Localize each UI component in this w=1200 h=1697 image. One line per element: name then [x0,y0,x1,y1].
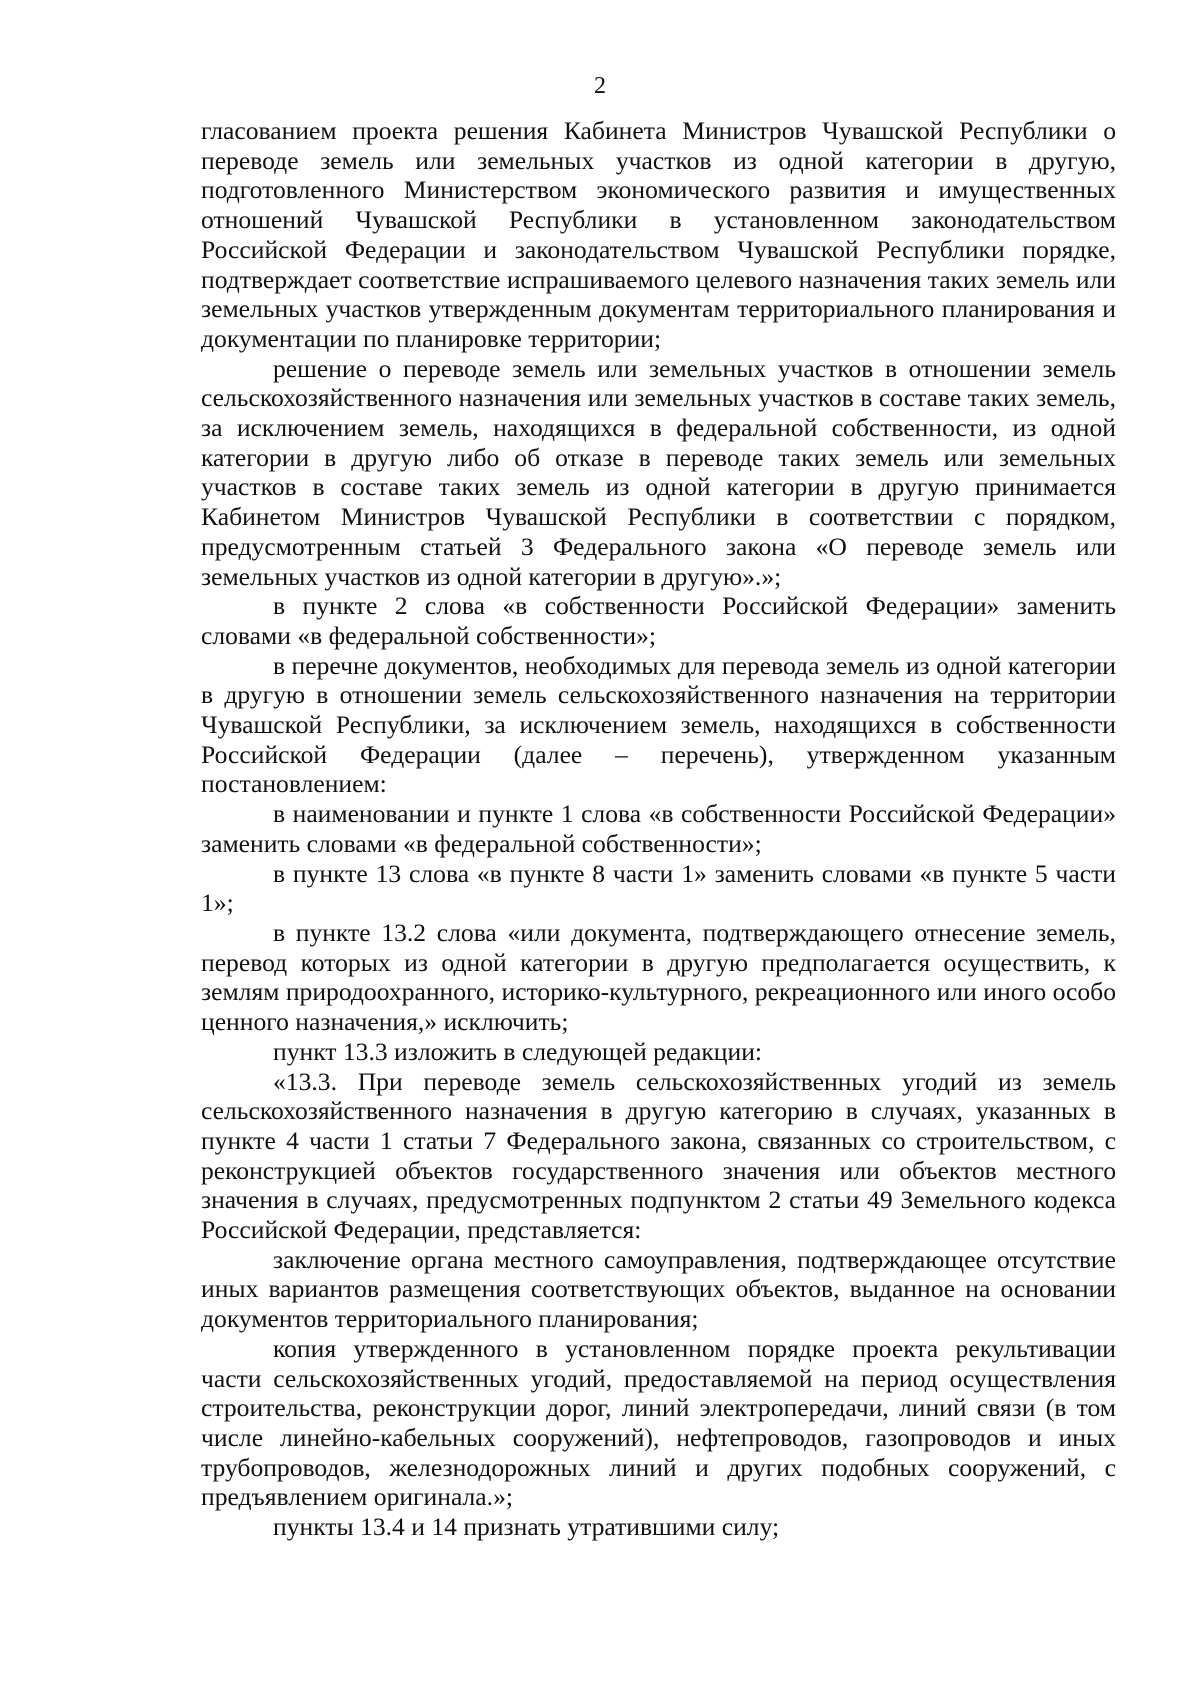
paragraph: в пункте 13 слова «в пункте 8 части 1» заменить словами «в пункте 5 части 1»; [201,858,1116,918]
paragraph: в перечне документов, необходимых для перевода земель из одной категории в другую в отношении земель сельскохозяйственного назначения на территории Чувашской Республики, за исключением земель, находящихся в собственности Российской Федерации (далее – перечень), утвержденном указанным постановлением: [201,650,1116,799]
paragraph: в наименовании и пункте 1 слова «в собственности Российской Федерации» заменить словами «в федеральной собственности»; [201,799,1116,858]
page-number: 2 [594,73,606,99]
paragraph: пункт 13.3 изложить в следующей редакции: [273,1036,763,1066]
paragraph: «13.3. При переводе земель сельскохозяйственных угодий из земель сельскохозяйственного назначения в другую категорию в случаях, указанных в пункте 4 части 1 статьи 7 Федерального закона, связанных со строительством, с реконструкцией объектов государственного значения или объектов местного значения в случаях, предусмотренных подпунктом 2 статьи 49 Земельного кодекса Российской Федерации, представляется: [201,1066,1116,1245]
paragraph-continuation: гласованием проекта решения Кабинета Министров Чувашской Республики о переводе земель или земельных участков из одной категории в другую, подготовленного Министерством экономического развития и имущественных отношений Чувашской Республики в установленном законодательством Российской Федерации и законодательством Чувашской Республики порядке, подтверждает соответствие испрашиваемого целевого назначения таких земель или земельных участков утвержденным документам территориального планирования и документации по планировке территории; [201,116,1116,353]
paragraph: пункты 13.4 и 14 признать утратившими силу; [273,1512,780,1542]
paragraph: в пункте 2 слова «в собственности Российской Федерации» заменить словами «в федеральной собственности»; [201,591,1116,650]
paragraph: заключение органа местного самоуправления, подтверждающее отсутствие иных вариантов размещения соответствующих объектов, выданное на основании документов территориального планирования; [201,1244,1116,1334]
paragraph: решение о переводе земель или земельных участков в отношении земель сельскохозяйственного назначения или земельных участков в составе таких земель, за исключением земель, находящихся в федеральной собственности, из одной категории в другую либо об отказе в переводе таких земель или земельных участков в составе таких земель из одной категории в другую принимается Кабинетом Министров Чувашской Республики в соответствии с порядком, предусмотренным статьей 3 Федерального закона «О переводе земель или земельных участков из одной категории в другую».»; [201,353,1116,591]
paragraph: копия утвержденного в установленном порядке проекта рекультивации части сельскохозяйственных угодий, предоставляемой на период осуществления строительства, реконструкции дорог, линий электропередачи, линий связи (в том числе линейно-кабельных сооружений), нефтепроводов, газопроводов и иных трубопроводов, железнодорожных линий и других подобных сооружений, с предъявлением оригинала.»; [201,1333,1116,1512]
paragraph: в пункте 13.2 слова «или документа, подтверждающего отнесение земель, перевод которых из одной категории в другую предполагается осуществить, к землям природоохранного, историко-культурного, рекреационного или иного особо ценного назначения,» исключить; [201,917,1116,1037]
document-body [201,116,1116,1542]
